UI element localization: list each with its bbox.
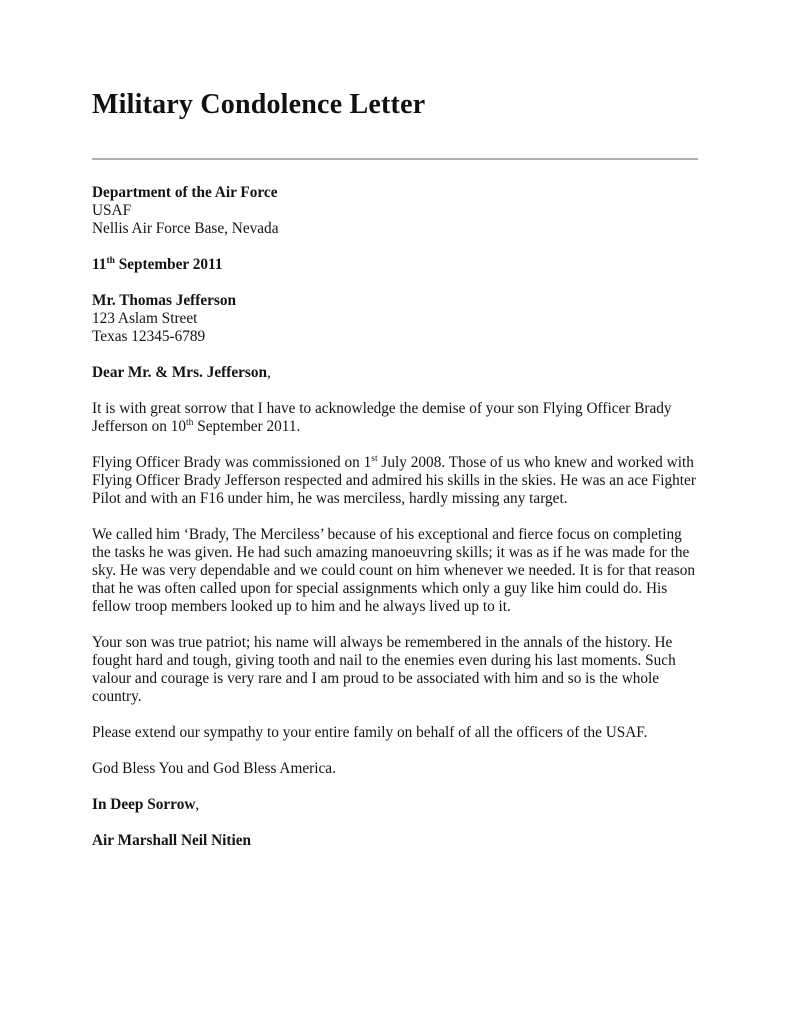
sender-department: Department of the Air Force xyxy=(92,184,278,201)
salutation-punct: , xyxy=(267,364,271,381)
page-title: Military Condolence Letter xyxy=(92,89,426,120)
closing xyxy=(92,796,698,814)
recipient-address-block xyxy=(92,292,698,346)
sender-base: Nellis Air Force Base, Nevada xyxy=(92,220,279,237)
salutation xyxy=(92,364,698,382)
salutation-text: Dear Mr. & Mrs. Jefferson xyxy=(92,364,268,381)
paragraph-1 xyxy=(92,400,698,436)
recipient-street: 123 Aslam Street xyxy=(92,310,198,327)
paragraph-2-pre: Flying Officer Brady was commissioned on 1 xyxy=(92,454,372,471)
paragraph-1-post: September 2011. xyxy=(193,418,301,435)
paragraph-5: Please extend our sympathy to your entire family on behalf of all the officers of the USAF. xyxy=(92,724,648,741)
letter-date xyxy=(92,256,698,274)
date-rest: September 2011 xyxy=(114,256,223,273)
sender-org: USAF xyxy=(92,202,132,219)
title-divider xyxy=(92,158,698,160)
paragraph-1-ordinal: th xyxy=(186,417,194,428)
signature-name: Air Marshall Neil Nitien xyxy=(92,832,252,849)
date-line xyxy=(92,256,698,274)
date-day: 11 xyxy=(92,256,107,273)
paragraph-4: Your son was true patriot; his name will always be remembered in the annals of the history. He fought hard and tough, giving tooth and nail to the enemies even during his last moments. Such valour and courage is very rare and I am proud to be associated with him and so is the whole country. xyxy=(92,634,676,705)
paragraph-2-ordinal: st xyxy=(371,453,378,464)
recipient-name: Mr. Thomas Jefferson xyxy=(92,292,237,309)
paragraph-2-post: July 2008. Those of us who knew and worked with Flying Officer Brady Jefferson respected and admired his skills in the skies. He was an ace Fighter Pilot and with an F16 under him, he was merciless, hardly missing any target. xyxy=(92,454,696,507)
date-ordinal: th xyxy=(106,255,115,266)
closing-text: In Deep Sorrow xyxy=(92,796,196,813)
paragraph-1-pre: It is with great sorrow that I have to acknowledge the demise of your son Flying Officer Brady Jefferson on 10 xyxy=(92,400,672,435)
paragraph-2 xyxy=(92,454,698,508)
paragraph-3: We called him ‘Brady, The Merciless’ because of his exceptional and fierce focus on completing the tasks he was given. He had such amazing manoeuvring skills; it was as if he was made for the sky. He was very dependable and we could count on him whenever we needed. It is for that reason that he was often called upon for special assignments which only a guy like him could do. His fellow troop members looked up to him and he always lived up to it. xyxy=(92,526,696,615)
letter-body xyxy=(92,184,698,850)
sender-address-block xyxy=(92,184,698,238)
closing-punct: , xyxy=(195,796,200,813)
paragraph-6: God Bless You and God Bless America. xyxy=(92,760,336,777)
recipient-city: Texas 12345-6789 xyxy=(92,328,206,345)
